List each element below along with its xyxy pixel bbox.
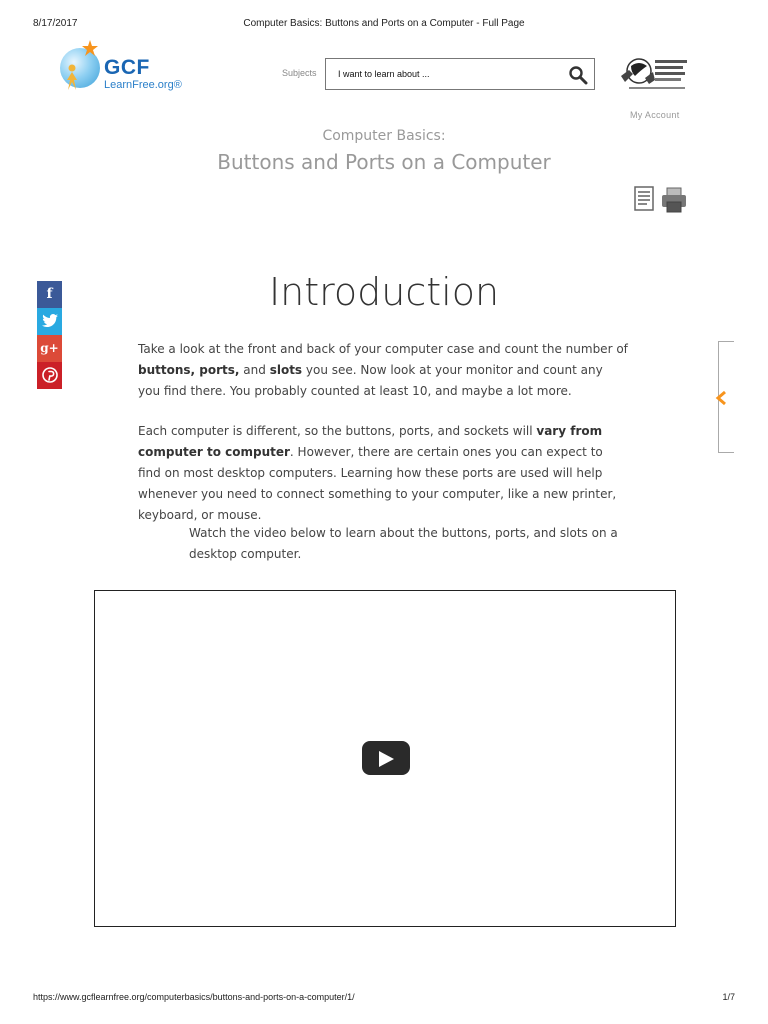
course-title: Computer Basics:	[322, 128, 446, 144]
play-button[interactable]	[362, 741, 410, 775]
twitter-share-button[interactable]	[37, 308, 62, 335]
video-intro-text: Watch the video below to learn about the buttons, ports, and slots on a desktop computer.	[189, 526, 618, 561]
facebook-share-button[interactable]: f	[37, 281, 62, 308]
print-url: https://www.gcflearnfree.org/computerbasics/buttons-and-ports-on-a-computer/1/	[33, 992, 355, 1002]
print-footer	[33, 992, 735, 1006]
figure-icon	[63, 64, 81, 90]
pinterest-share-button[interactable]	[37, 362, 62, 389]
googleplus-share-button[interactable]: g+	[37, 335, 62, 362]
my-account-link[interactable]: My Account	[630, 110, 680, 120]
lesson-title: Buttons and Ports on a Computer	[217, 150, 551, 174]
chevron-left-icon[interactable]	[715, 390, 727, 411]
print-page-title: Computer Basics: Buttons and Ports on a Computer - Full Page	[243, 18, 525, 29]
logo-subtext: LearnFree.org®	[104, 79, 182, 91]
print-icon[interactable]	[660, 186, 688, 214]
intro-paragraph-2: Each computer is different, so the buttons, ports, and sockets will vary from computer to computer. However, there are certain ones you can expect to find on most desktop computers. Learning how these ports are used will help whenever you need to connect something to your computer, like a new printer, keyboard, or mouse.	[138, 424, 617, 522]
subjects-link[interactable]: Subjects	[282, 68, 317, 78]
social-share-bar	[37, 281, 62, 389]
print-date: 8/17/2017	[33, 18, 78, 29]
video-player[interactable]	[94, 590, 676, 927]
print-page-number: 1/7	[722, 992, 735, 1002]
document-icon[interactable]	[634, 186, 656, 212]
search-icon[interactable]	[568, 65, 588, 85]
side-navigation-tab[interactable]	[718, 341, 734, 453]
section-heading: Introduction	[268, 270, 500, 314]
goodwill-foundation-logo	[619, 52, 693, 94]
gcf-logo[interactable]	[60, 42, 190, 96]
play-icon	[379, 751, 395, 767]
logo-wordmark: GCF	[104, 56, 150, 79]
intro-paragraph-1: Take a look at the front and back of your computer case and count the number of buttons, ports, and slots you see. Now look at your monitor and count any you find there. You probably counted at least 10, and maybe a lot more.	[138, 342, 628, 398]
search-input[interactable]	[325, 58, 595, 90]
print-header	[33, 18, 735, 32]
search-placeholder: I want to learn about ...	[338, 69, 430, 79]
